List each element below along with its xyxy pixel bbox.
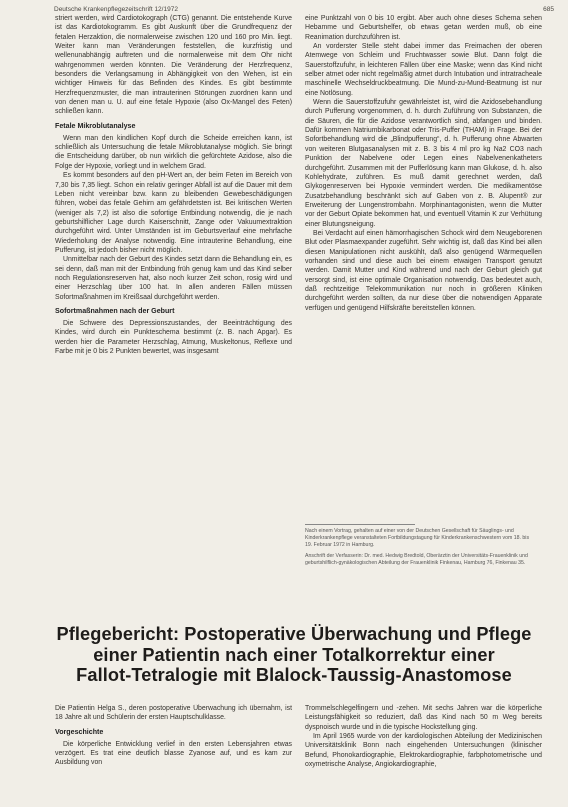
page-number: 685 <box>543 6 554 13</box>
footnote-lecture: Nach einem Vortrag, gehalten auf einer von der Deutschen Gesellschaft für Säuglings- und Kinderkrankenpflege veranstalteten Fortbildungstagung für Kinderkrankenschwestern vom 18. bis 19. Februar 1972 in Hamburg. <box>305 528 530 548</box>
title-line-2: einer Patientin nach einer Totalkorrektur einer <box>93 644 495 665</box>
paragraph: Wenn die Sauerstoffzufuhr gewährleistet ist, wird die Azidosebehandlung durch Pufferung vorgenommen, d. h. durch Zuführung von Substanzen, die die Säuren, die für die Azidose verantwortlich sind, abfangen und binden. Dafür kommen Natriumbikarbonat oder Tris-Puffer (THAM) in Frage. Bei der Sofortbehandlung wird die „Blindpufferung“, d. h. Pufferung ohne Abwarten von weiteren Blutgasanalysen mit z. B. 3 bis 4 ml pro kg Na2 CO3 nach Punktion der Nabelvene oder Legen eines Nabelvenenkatheters durchgeführt. Zusammen mit der Pufferlösung kann man Glukose, d. h. also Kohlehydrate, zuführen. Es muß damit gerechnet werden, daß Glykogenreserven bei Hypoxie vermindert werden. Die medikamentöse Zusatzbehandlung beschränkt sich auf Gaben von z. B. Alupent® zur Erweiterung der Lungenstrombahn. Morphinantagonisten, wenn die Mutter vor der Geburt Opiate bekommen hat, und eventuell Vitamin K zur Verhütung einer Blutungsneigung. <box>305 99 542 228</box>
column-bottom-right <box>305 704 542 804</box>
title-line-3: Fallot-Tetralogie mit Blalock-Taussig-Anastomose <box>76 665 512 685</box>
paragraph: An vorderster Stelle steht dabei immer das Freimachen der oberen Atemwege von Schleim und Fruchtwasser sowie Blut. Dann folgt die Sauerstoffzufuhr, in leichteren Fällen über eine Maske; wenn das Kind nicht selber atmet oder nicht regelmäßig atmet durch Intubation und intratracheale maschinelle Wechseldruckbeatmung. Die Mund-zu-Mund-Beatmung ist nur eine Notlösung. <box>305 43 542 97</box>
paragraph: Es kommt besonders auf den pH-Wert an, der beim Feten im Bereich von 7,30 bis 7,35 liegt. Schon ein relativ geringer Abfall ist auf die Dauer mit dem Leben nicht vereinbar bzw. kann zu bleibenden Gewebeschädigungen führen, wobei das fetale Gehirn am gefährdetsten ist. Bei kritischen Werten (weniger als 7,2) ist also die sofortige Entbindung notwendig, die je nach geburtshilflicher Lage durch Kaiserschnitt, Zange oder Vakuumextraktion durchgeführt wird. Unter Umständen ist im Geburtsverlauf eine mehrfache Wiederholung der Analyse notwendig. Eine intrauterine Behandlung, eine Pufferung, ist jedoch bisher nicht möglich. <box>55 172 292 254</box>
section-heading: Vorgeschichte <box>55 727 104 736</box>
section-heading: Fetale Mikroblutanalyse <box>55 121 136 130</box>
paragraph: Trommelschlegelfingern und -zehen. Mit sechs Jahren war die körperliche Leistungsfähigkeit so reduziert, daß das Kind nach 50 m Weg bereits dyspnoisch wurde und in die typische Hockstellung ging. <box>305 705 542 731</box>
column-bottom-left <box>55 704 292 804</box>
paragraph: Bei Verdacht auf einen hämorrhagischen Schock wird dem Neugeborenen Blut oder Plasmaexpander zugeführt. Sehr wichtig ist, daß das Kind bei allen diesen Manipulationen nicht auskühlt, daß also genügend Wärmequellen vorhanden sind und diese auch bei einem etwaigen Transport genutzt werden. Damit Mutter und Kind während und nach der Geburt gleich gut versorgt sind, ist eine optimale Organisation notwendig. Das bedeutet auch, daß rechtzeitige Telekommunikation nur noch in größeren Kliniken durchgeführt werden sollten, da nur diese über die notwendigen Apparate verfügen und genügend Hilfskräfte bereitstellen können. <box>305 229 542 312</box>
paragraph: Unmittelbar nach der Geburt des Kindes setzt dann die Behandlung ein, es sei denn, daß man mit der Entbindung früh genug kam und das Kind selber noch Regulationsreserven hat, also noch kurzer Zeit schon, rosig wird und einer Herzschlag über 100 hat. In allen anderen Fällen müssen Sofortmaßnahmen im Kreißsaal durchgeführt werden. <box>55 256 292 301</box>
footnote-divider <box>305 524 415 525</box>
paragraph: striert werden, wird Cardiotokograph (CTG) genannt. Die entstehende Kurve ist das Kardiotokogramm. Es gibt Auskunft über die Grundfrequenz der fetalen Herzaktion, die normalerweise zwischen 120 und 160 pro Min. liegt. Weiter kann man Veränderungen feststellen, die kurzfristig und wellenunabhängig auftreten und die normalerweise mit dem Ohr nicht wahrgenommen werden könnten. Die Veränderung der Herzfrequenz, besonders die Verlangsamung in Abhängigkeit von den Wehen, ist ein wichtiger Hinweis für das Befinden des Kindes. Es gibt bestimmte Herzfrequenzmuster, die man intrauterinen Störungen zuordnen kann und von denen man u. U. auf eine fetale Hypoxie (also Ox-Mangel des Feten) schließen kann. <box>55 15 292 116</box>
column-top-right <box>305 14 542 534</box>
journal-name: Deutsche Krankenpflegezeitschrift 12/1972 <box>54 6 178 13</box>
column-top-left <box>55 14 292 524</box>
footnote-block <box>305 524 532 571</box>
title-line-1: Pflegebericht: Postoperative Überwachung und Pflege <box>56 624 532 644</box>
paragraph: Die Schwere des Depressionszustandes, der Beeinträchtigung des Kindes, wird durch ein Punkteschema bestimmt (z. B. nach Apgar). Es werden hier die Parameter Herzschlag, Atmung, Muskeltonus, Reflexe und Farbe mit je 0 bis 2 Punkten bewertet, was insgesamt <box>55 319 292 355</box>
article-title <box>44 624 544 686</box>
paragraph: Im April 1965 wurde von der kardiologischen Abteilung der Medizinischen Universitätsklinik Bonn nach eingehenden Untersuchungen (klinischer Befund, Phonokardiographie, Elektrokardiographie, farbphotometrische und oxymetrische Analyse, Angiokardiographie, <box>305 733 542 769</box>
paragraph: eine Punktzahl von 0 bis 10 ergibt. Aber auch ohne dieses Schema sehen Hebamme und Geburtshelfer, ob etwas getan werden muß, ob eine Reanimation durchzuführen ist. <box>305 15 542 41</box>
paragraph: Die körperliche Entwicklung verlief in den ersten Lebensjahren etwas verzögert. Es trat eine deutlich blasse Zyanose auf, und es kam zur Ausbildung von <box>55 740 292 767</box>
footnote-address: Anschrift der Verfasserin: Dr. med. Hedwig Bredtold, Oberärztin der Universitäts-Frauenklinik und geburtshilflich-gynäkologischen Abteilung der Frauenklinik Finkenau, Hamburg 76, Finkenau 35. <box>305 553 528 566</box>
section-heading: Sofortmaßnahmen nach der Geburt <box>55 306 175 315</box>
paragraph: Wenn man den kindlichen Kopf durch die Scheide erreichen kann, ist schließlich als Untersuchung die fetale Mikroblutanalyse möglich. Sie bringt die Entscheidung darüber, ob nun wirklich die gefürchtete Azidose, also die Folge der Hypoxie, vorliegt und in welchem Grad. <box>55 134 292 170</box>
paragraph: Die Patientin Helga S., deren postoperative Überwachung ich übernahm, ist 18 Jahre alt und Schülerin der ersten Hauptschulklasse. <box>55 705 292 722</box>
